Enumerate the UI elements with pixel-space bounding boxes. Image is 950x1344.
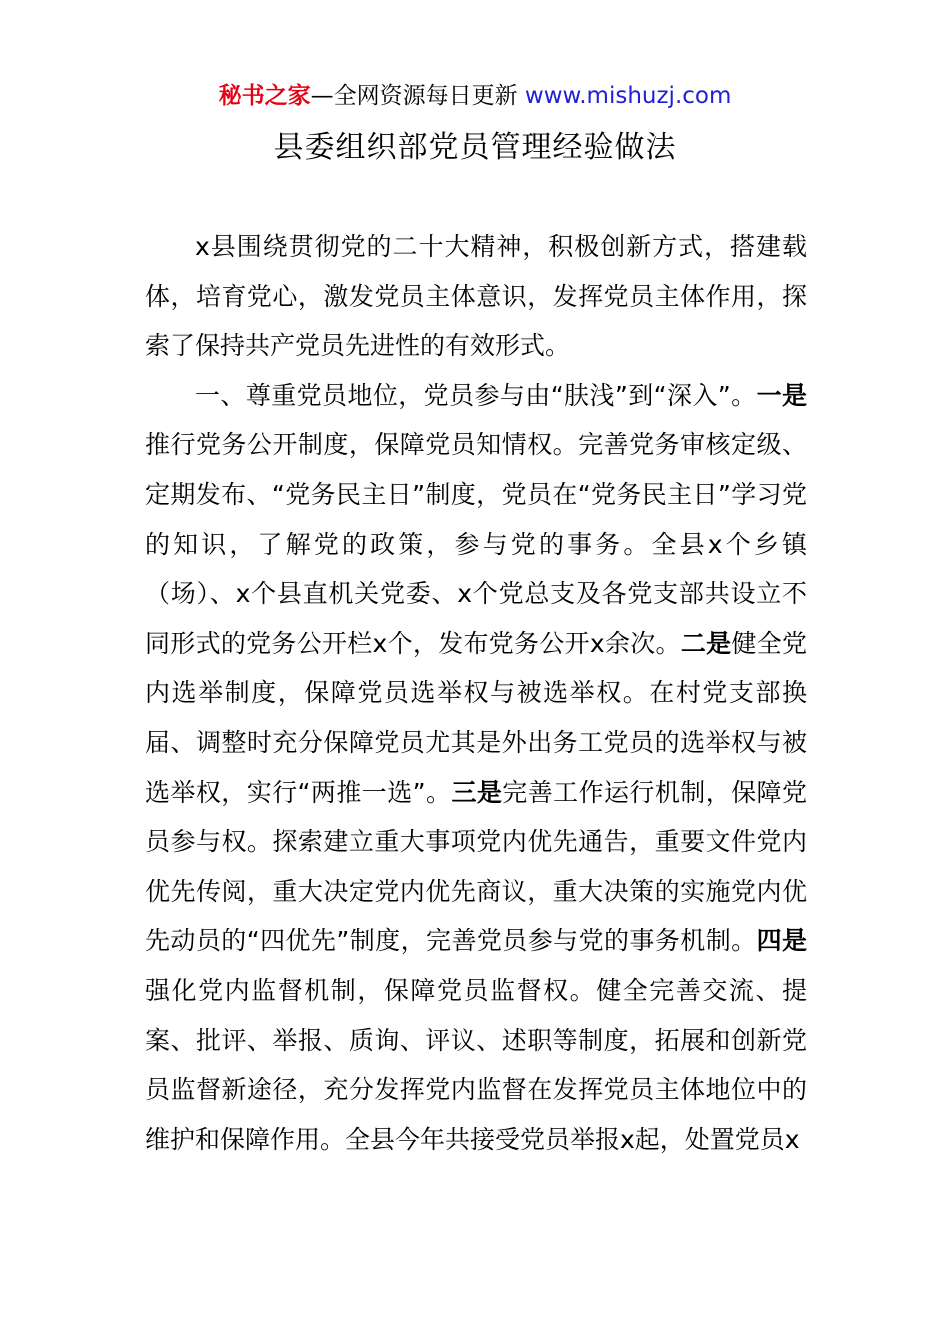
point3-label: 三是 (451, 777, 503, 807)
document-title: 县委组织部党员管理经验做法 (273, 130, 677, 165)
point1-label: 一是 (756, 380, 807, 410)
document-body (145, 222, 807, 1164)
header-url[interactable]: www.mishuzj.com (524, 83, 732, 109)
section1-paragraph (145, 371, 807, 1165)
point1-text: 推行党务公开制度，保障党员知情权。完善党务审核定级、定期发布、“党务民主日”制度，党员在“党务民主日”学习党的知识，了解党的政策，参与党的事务。全县x个乡镇（场）、x个县直机关党委、x个党总支及各党支部共设立不同形式的党务公开栏x个，发布党务公开x余次。 (145, 430, 807, 658)
header-brand: 秘书之家 (218, 83, 311, 109)
point2-text: 健全党内选举制度，保障党员选举权与被选举权。在村党支部换届、调整时充分保障党员尤其是外出务工党员的选举权与被选举权，实行“两推一选”。 (145, 628, 807, 807)
section1-heading: 一、尊重党员地位，党员参与由“肤浅”到“深入”。 (195, 380, 757, 410)
point2-label: 二是 (680, 628, 732, 658)
header-tagline: —全网资源每日更新 (310, 83, 525, 109)
site-header (0, 80, 950, 112)
point4-text: 强化党内监督机制，保障党员监督权。健全完善交流、提案、批评、举报、质询、评议、述职等制度，拓展和创新党员监督新途径，充分发挥党内监督在发挥党员主体地位中的维护和保障作用。全县今年共接受党员举报x起，处置党员x (145, 975, 807, 1154)
intro-paragraph: x县围绕贯彻党的二十大精神，积极创新方式，搭建载体，培育党心，激发党员主体意识，发挥党员主体作用，探索了保持共产党员先进性的有效形式。 (145, 232, 807, 361)
point3-text: 完善工作运行机制，保障党员参与权。探索建立重大事项党内优先通告，重要文件党内优先传阅，重大决定党内优先商议，重大决策的实施党内优先动员的“四优先”制度，完善党员参与党的事务机制。 (145, 777, 807, 956)
point4-label: 四是 (756, 926, 807, 956)
